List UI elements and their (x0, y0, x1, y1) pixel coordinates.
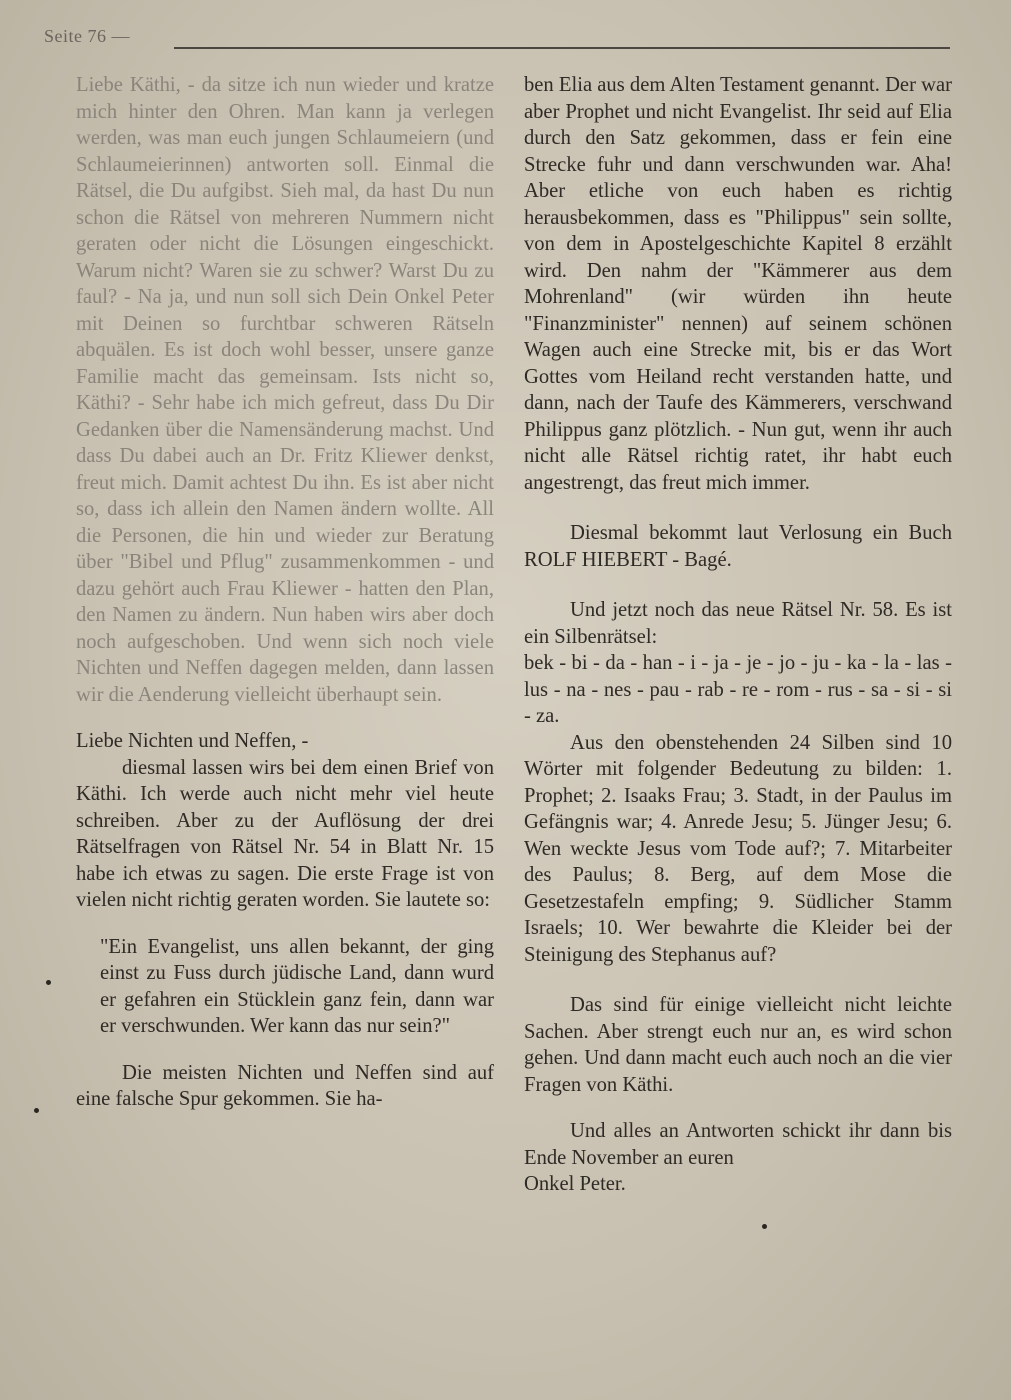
encouragement-paragraph: Das sind für einige vielleicht nicht leichte Sachen. Aber strengt euch nur an, es wird schon gehen. Und dann macht euch auch noch an die vier Fragen von Käthi. (524, 994, 952, 1096)
page-header (44, 26, 950, 50)
header-rule (174, 47, 950, 49)
ink-speck (46, 980, 51, 985)
prize-announcement: Diesmal bekommt laut Verlosung ein Buch ROLF HIEBERT - Bagé. (524, 522, 952, 571)
signature: Onkel Peter. (524, 1173, 626, 1195)
page-number-label: Seite 76 — (44, 26, 130, 46)
letter-paragraph: diesmal lassen wirs bei dem einen Brief von Käthi. Ich werde auch nicht mehr viel heute schreiben. Aber zu der Auflösung der drei Rätselfragen von Rätsel Nr. 54 in Blatt Nr. 15 habe ich etwas zu sagen. Die erste Frage ist von vielen nicht richtig geraten worden. Sie lautete so: (76, 756, 494, 911)
ink-speck (34, 1108, 39, 1113)
new-riddle-intro: Und jetzt noch das neue Rätsel Nr. 58. Es ist ein Silbenrätsel: (524, 599, 952, 648)
answer-explanation-paragraph: ben Elia aus dem Alten Testament genannt. Der war aber Prophet und nicht Evangelist. Ihr seid auf Elia durch den Satz gekommen, dass er fein eine Strecke fuhr und dann verschwunden war. Aha! Aber etliche von euch haben es richtig herausbekommen, dass es "Philippus" sein sollte, von dem in Apostelgeschichte Kapitel 8 erzählt wird. Den nahm der "Kämmerer aus dem Mohrenland" (wir würden ihn heute "Finanzminister" nennen) auf seinem schönen Wagen auch eine Strecke mit, bis er das Wort Gottes vom Heiland recht verstanden hatte, und dann, nach der Taufe des Kämmerers, verschwand Philippus ganz plötzlich. - Nun gut, wenn ihr auch nicht alle Rätsel richtig ratet, ihr habt euch angestrengt, das freut mich immer. (524, 74, 952, 494)
kaethi-letter-paragraph: Liebe Käthi, - da sitze ich nun wieder und kratze mich hinter den Ohren. Man kann ja verlegen werden, was man euch jungen Schlaumeiern (und Schlaumeierinnen) antworten soll. Einmal die Rätsel, die Du aufgibst. Sieh mal, da hast Du nun schon die Rätsel von mehreren Nummern nicht geraten oder nicht die Lösungen eingeschickt. Warum nicht? Waren sie zu schwer? Warst Du zu faul? - Na ja, und nun soll sich Dein Onkel Peter mit Deinen so furchtbar schweren Rätseln abquälen. Es ist doch wohl besser, unsere ganze Familie macht das gemeinsam. Ists nicht so, Käthi? - Sehr habe ich mich gefreut, dass Du Dir Gedanken über die Namensänderung machst. Und dass Du dabei auch an Dr. Fritz Kliewer denkst, freut mich. Damit achtest Du ihn. Es ist aber nicht so, dass ich allein den Namen ändern wollte. All die Personen, die hin und wieder zur Beratung über "Bibel und Pflug" zusammenkommen - und dazu gehört auch Frau Kliewer - hatten den Plan, den Namen zu ändern. Nun haben wirs aber doch noch aufgeschoben. Und wenn sich noch viele Nichten und Neffen dagegen melden, dann lassen wir die Aenderung vielleicht überhaupt sein. (76, 74, 494, 706)
right-column (524, 72, 952, 1198)
letter-paragraph-continued: Die meisten Nichten und Neffen sind auf eine falsche Spur gekommen. Sie ha- (76, 1061, 494, 1110)
closing-paragraph: Und alles an Antworten schickt ihr dann bis Ende November an euren (524, 1120, 952, 1169)
riddle-poem-quote: "Ein Evangelist, uns allen bekannt, der ging einst zu Fuss durch jüdische Land, dann wurd er gefahren ein Stücklein ganz fein, dann war er verschwunden. Wer kann das nur sein?" (100, 935, 494, 1037)
salutation: Liebe Nichten und Neffen, - (76, 730, 309, 752)
ink-speck (762, 1224, 767, 1229)
left-column (76, 72, 494, 1113)
syllable-list: bek - bi - da - han - i - ja - je - jo - ju - ka - la - las - lus - na - nes - pau - rab - re - rom - rus - sa - si - si - za. (524, 652, 952, 727)
riddle-questions: Aus den obenstehenden 24 Silben sind 10 Wörter mit folgender Bedeutung zu bilden: 1. Prophet; 2. Isaaks Frau; 3. Stadt, in der Paulus im Gefängnis war; 4. Anrede Jesu; 5. Jünger Jesu; 6. Wen weckte Jesus vom Tode auf?; 7. Mitarbeiter des Paulus; 8. Berg, auf dem Mose die Gesetzestafeln empfing; 9. Südlicher Stamm Israels; 10. Wer bewahrte die Kleider bei der Steinigung des Stephanus auf? (524, 731, 952, 966)
